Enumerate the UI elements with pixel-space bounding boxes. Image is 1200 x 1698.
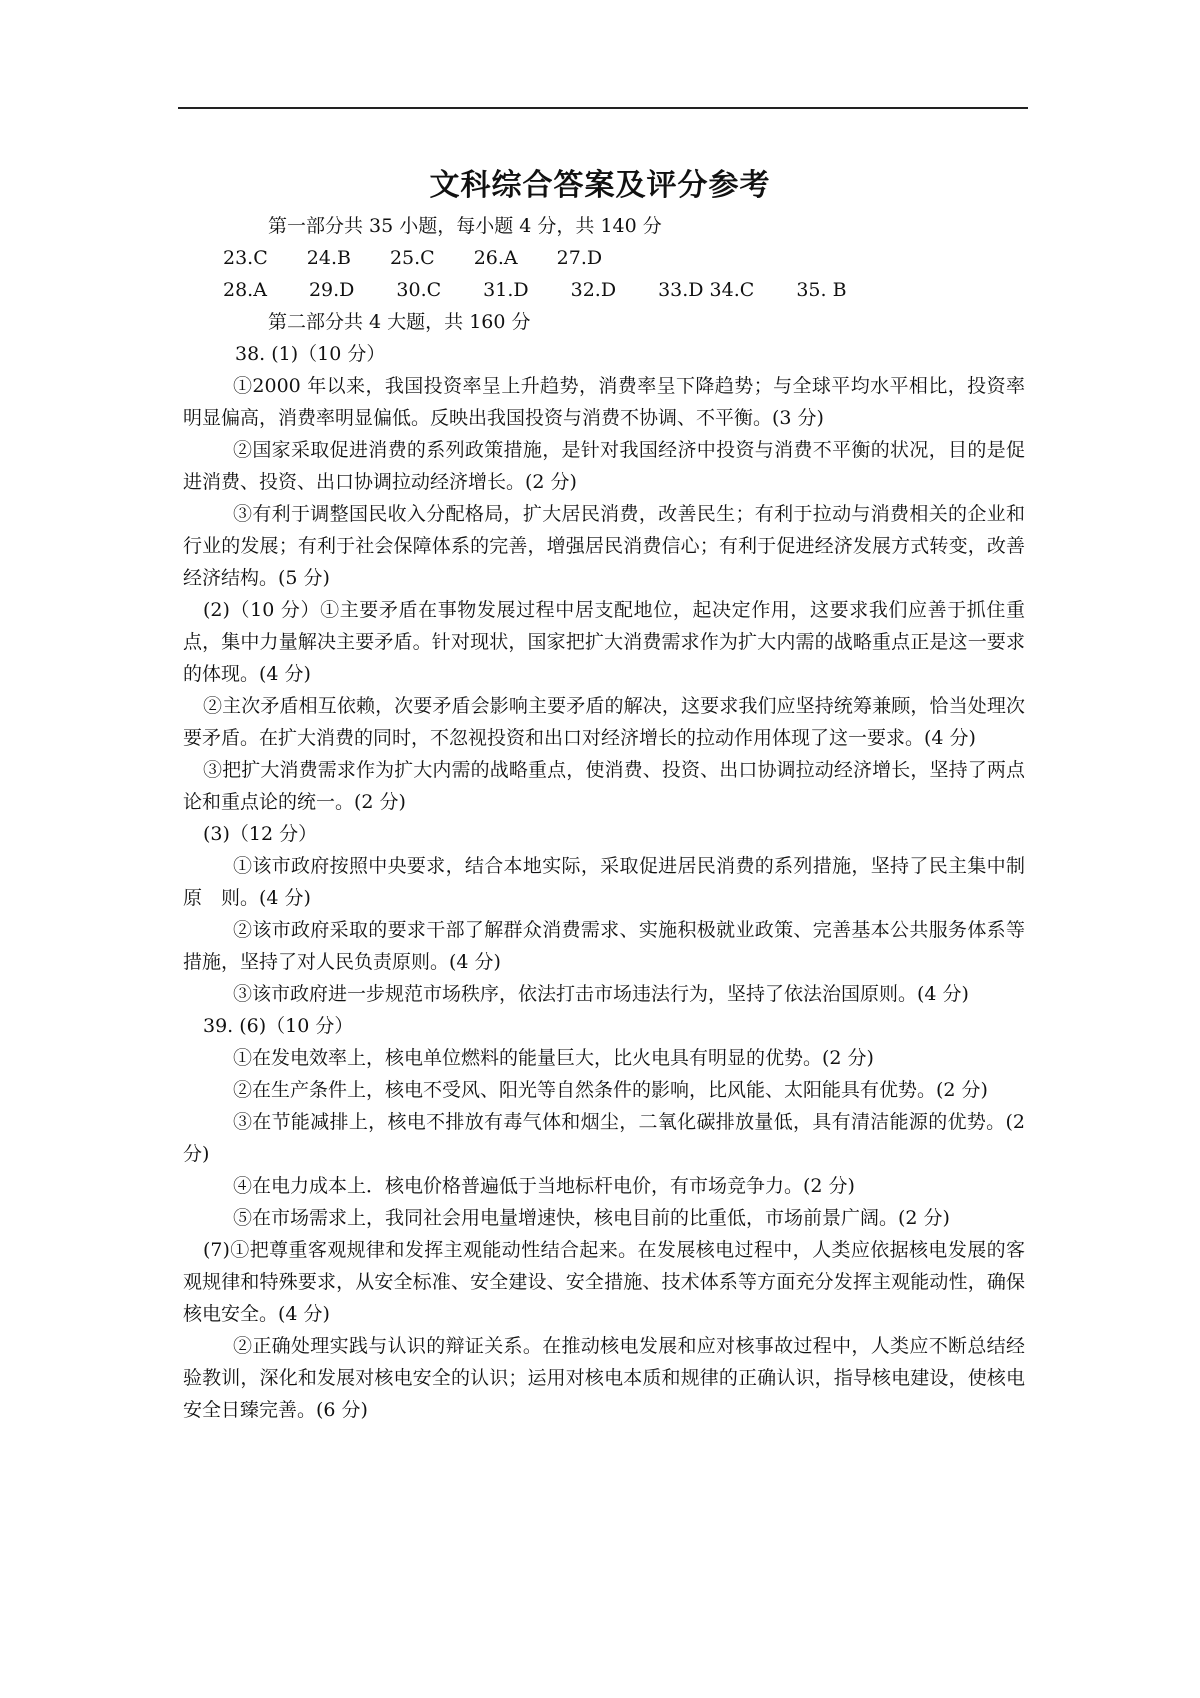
q38-1-heading: 38. (1)（10 分）	[235, 343, 386, 365]
part2-heading: 第二部分共 4 大题，共 160 分	[268, 311, 531, 333]
answer-item: 27.D	[556, 247, 603, 269]
answer-item: 25.C	[389, 247, 435, 269]
q38-3-point-2: ②该市政府采取的要求干部了解群众消费需求、实施积极就业政策、完善基本公共服务体系等 措施，坚持了对人民负责原则。(4 分)	[183, 919, 1045, 973]
answer-item: 30.C	[396, 279, 442, 301]
answer-item: 26.A	[473, 247, 518, 269]
q38-3-point-3: ③该市政府进一步规范市场秩序，依法打击市场违法行为，坚持了依法治国原则。(4 分)	[233, 983, 969, 1005]
q39-6-point-2: ②在生产条件上，核电不受风、阳光等自然条件的影响，比风能、太阳能具有优势。(2 分)	[233, 1079, 988, 1101]
answer-item: 33.D 34.C	[658, 279, 755, 301]
q38-3-point-1: ①该市政府按照中央要求，结合本地实际，采取促进居民消费的系列措施，坚持了民主集中制原 则。(4 分)	[183, 855, 1025, 909]
answer-row-1	[183, 242, 1025, 274]
q39-7-point-2: ②正确处理实践与认识的辩证关系。在推动核电发展和应对核事故过程中，人类应不断总结经验教训，深化和发展对核电安全的认识；运用对核电本质和规律的正确认识，指导核电建设，使核电安全日臻完善。(6 分)	[183, 1335, 1025, 1421]
q39-6-point-1: ①在发电效率上，核电单位燃料的能量巨大，比火电具有明显的优势。(2 分)	[233, 1047, 874, 1069]
q38-3-heading: (3)（12 分）	[203, 823, 318, 845]
q38-2-point-2: ②主次矛盾相互依赖，次要矛盾会影响主要矛盾的解决，这要求我们应坚持统筹兼顾，恰当处理次要矛盾。在扩大消费的同时，不忽视投资和出口对经济增长的拉动作用体现了这一要求。(4 分)	[183, 695, 1025, 749]
q39-6-point-3: ③在节能减排上，核电不排放有毒气体和烟尘，二氧化碳排放量低，具有清洁能源的优势。(2 分)	[183, 1111, 1025, 1165]
header-rule	[178, 107, 1028, 109]
q38-1-point-1: ①2000 年以来，我国投资率呈上升趋势，消费率呈下降趋势；与全球平均水平相比，投资率明显偏高，消费率明显偏低。反映出我国投资与消费不协调、不平衡。(3 分)	[183, 375, 1025, 429]
answer-item: 35. B	[796, 279, 847, 301]
answer-item: 29.D	[308, 279, 355, 301]
q38-2-point-3: ③把扩大消费需求作为扩大内需的战略重点，使消费、投资、出口协调拉动经济增长，坚持了两点论和重点论的统一。(2 分)	[183, 759, 1025, 813]
part1-heading: 第一部分共 35 小题，每小题 4 分，共 140 分	[268, 215, 662, 237]
page-title: 文科综合答案及评分参考	[429, 168, 771, 203]
answer-item: 28.A	[223, 279, 267, 301]
answer-item: 23.C	[223, 247, 268, 269]
document-body	[183, 210, 1045, 1426]
answer-item: 24.B	[306, 247, 351, 269]
answer-row-2	[183, 274, 1025, 306]
q38-1-point-2: ②国家采取促进消费的系列政策措施，是针对我国经济中投资与消费不平衡的状况，目的是促进消费、投资、出口协调拉动经济增长。(2 分)	[183, 439, 1025, 493]
q39-6-heading: 39. (6)（10 分）	[203, 1015, 354, 1037]
q38-2-point-1: (2)（10 分）①主要矛盾在事物发展过程中居支配地位，起决定作用，这要求我们应善于抓住重点，集中力量解决主要矛盾。针对现状，国家把扩大消费需求作为扩大内需的战略重点正是这一要求的体现。(4 分)	[183, 599, 1025, 685]
q38-1-point-3: ③有利于调整国民收入分配格局，扩大居民消费，改善民生；有利于拉动与消费相关的企业和行业的发展；有利于社会保障体系的完善，增强居民消费信心；有利于促进经济发展方式转变，改善经济结构。(5 分)	[183, 503, 1025, 589]
answer-item: 32.D	[570, 279, 617, 301]
q39-7-point-1: (7)①把尊重客观规律和发挥主观能动性结合起来。在发展核电过程中，人类应依据核电发展的客观规律和特殊要求，从安全标准、安全建设、安全措施、技术体系等方面充分发挥主观能动性，确保核电安全。(4 分)	[183, 1239, 1025, 1325]
q39-6-point-4: ④在电力成本上．核电价格普遍低于当地标杆电价，有市场竞争力。(2 分)	[233, 1175, 855, 1197]
q39-6-point-5: ⑤在市场需求上，我同社会用电量增速快，核电目前的比重低，市场前景广阔。(2 分)	[233, 1207, 950, 1229]
answer-item: 31.D	[483, 279, 529, 301]
